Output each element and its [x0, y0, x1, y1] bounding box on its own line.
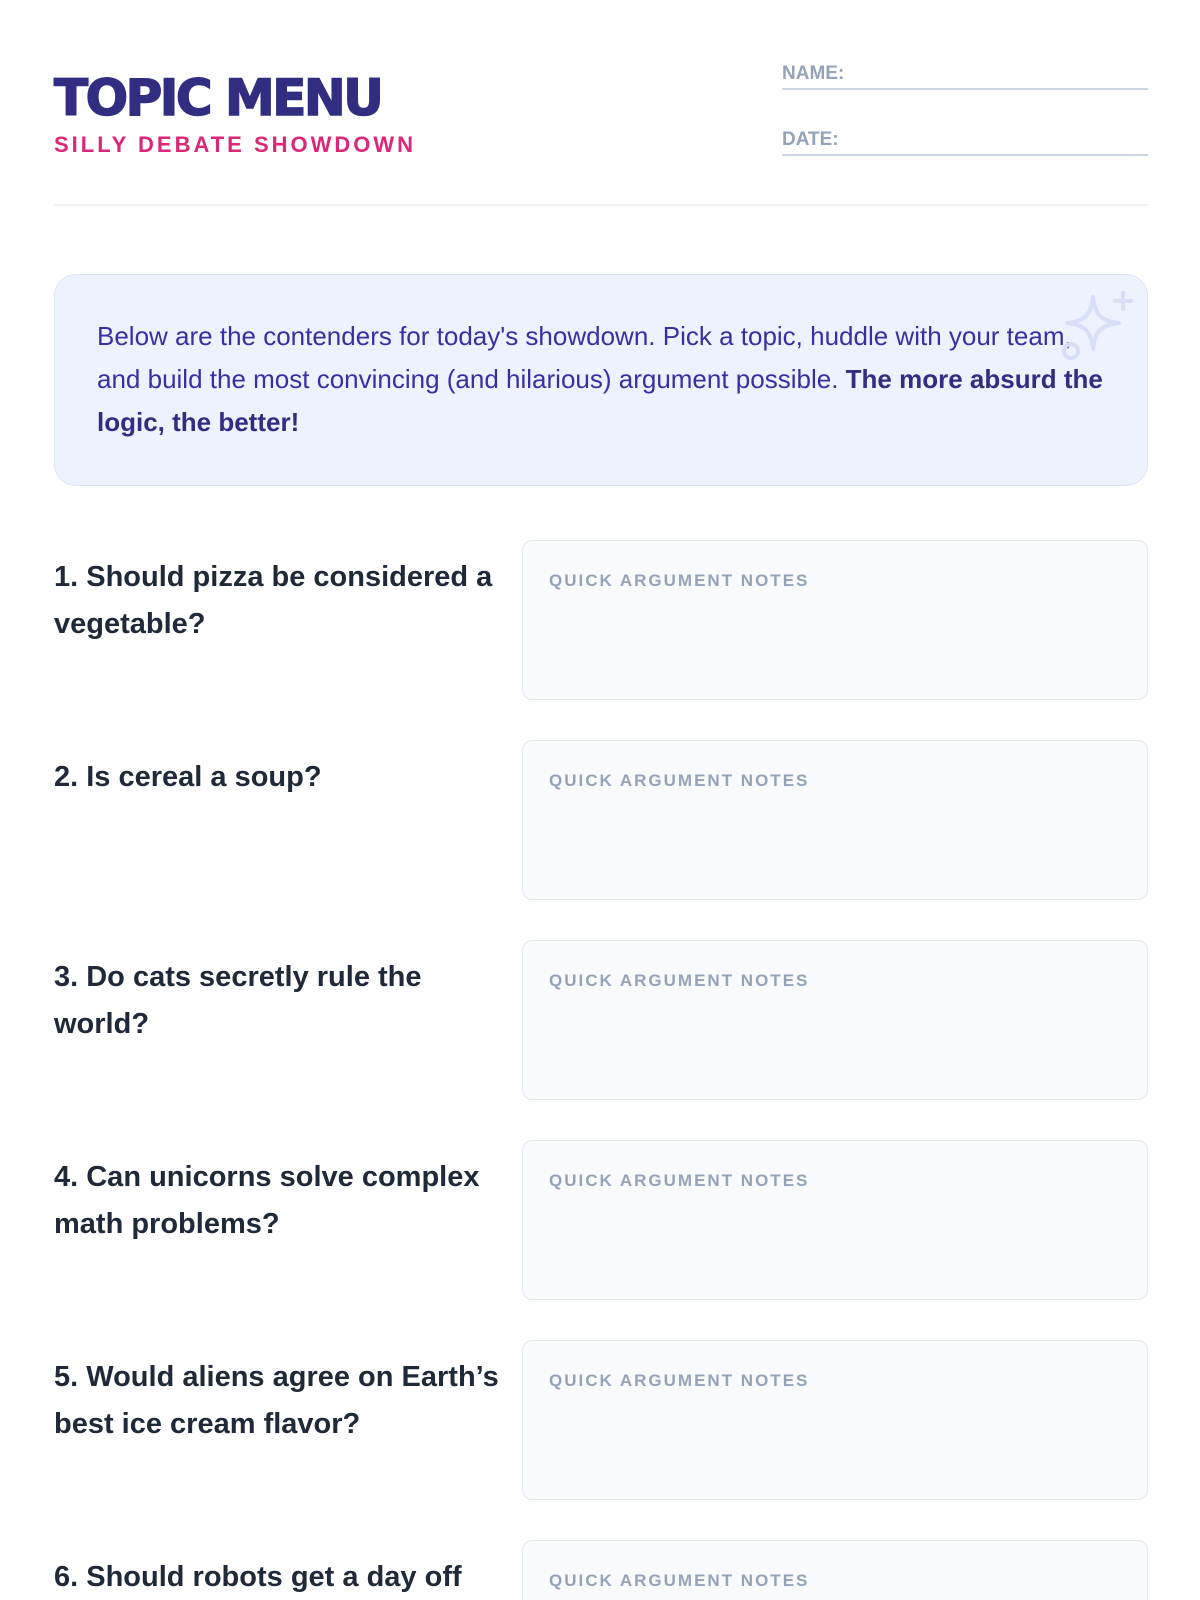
topic-item — [54, 940, 1148, 1100]
notes-box[interactable] — [522, 1540, 1148, 1600]
topic-item — [54, 1340, 1148, 1500]
topic-question: 5. Would aliens agree on Earth’s best ice cream flavor? — [54, 1361, 499, 1440]
topic-item — [54, 740, 1148, 900]
intro-emphasis: The more absurd the logic, the better! — [97, 364, 1103, 437]
date-label: DATE: — [782, 129, 839, 150]
topic-question: 1. Should pizza be considered a vegetable? — [54, 561, 493, 640]
notes-label: QUICK ARGUMENT NOTES — [549, 971, 810, 990]
notes-label: QUICK ARGUMENT NOTES — [549, 1371, 810, 1390]
intro-box — [54, 274, 1148, 486]
topic-item — [54, 540, 1148, 700]
notes-label: QUICK ARGUMENT NOTES — [549, 1571, 810, 1590]
notes-label: QUICK ARGUMENT NOTES — [549, 771, 810, 790]
intro-text — [97, 315, 1105, 444]
sparkle-icon — [1057, 289, 1137, 369]
topic-list — [54, 540, 1148, 1600]
student-info-fields — [782, 60, 1148, 192]
worksheet-header — [54, 63, 1148, 206]
topic-item — [54, 1540, 1148, 1600]
notes-box[interactable] — [522, 1340, 1148, 1500]
notes-box[interactable] — [522, 540, 1148, 700]
topic-question: 6. Should robots get a day off — [54, 1561, 462, 1593]
notes-box[interactable] — [522, 1140, 1148, 1300]
topic-question: 2. Is cereal a soup? — [54, 761, 322, 793]
topic-question: 4. Can unicorns solve complex math problems? — [54, 1161, 480, 1240]
notes-label: QUICK ARGUMENT NOTES — [549, 1171, 810, 1190]
notes-label: QUICK ARGUMENT NOTES — [549, 571, 810, 590]
notes-box[interactable] — [522, 740, 1148, 900]
name-label: NAME: — [782, 63, 845, 84]
header-divider — [54, 204, 1148, 206]
topic-item — [54, 1140, 1148, 1300]
date-field[interactable] — [782, 126, 1148, 156]
topic-question: 3. Do cats secretly rule the world? — [54, 961, 422, 1040]
name-field[interactable] — [782, 60, 1148, 90]
intro-body: Below are the contenders for today's showdown. Pick a topic, huddle with your team, and build the most convincing (and hilarious) argument possible. — [97, 321, 1072, 394]
page-title: TOPIC MENU — [54, 69, 382, 127]
notes-box[interactable] — [522, 940, 1148, 1100]
page-subtitle: SILLY DEBATE SHOWDOWN — [54, 132, 417, 157]
